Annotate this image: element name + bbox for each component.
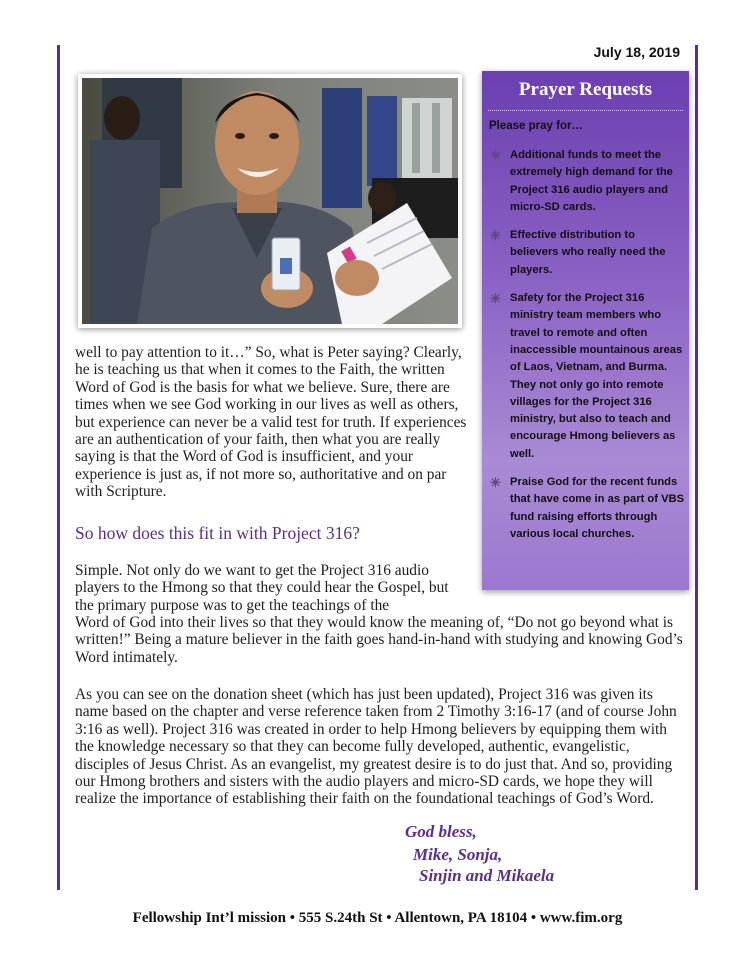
star-bullet-icon: ✳ — [490, 148, 501, 163]
signature-line-1: God bless, — [405, 822, 477, 841]
prayer-item — [489, 290, 685, 463]
body-paragraph-3: As you can see on the donation sheet (which has just been updated), Project 316 was given its name based on the chapter and verse reference taken from 2 Timothy 3:16-17 (and of course John 3:16 as well). Project 316 was created in order to help Hmong believers by equipping them with the knowledge necessary so that they can become fully developed, authentic, evangelistic, disciples of Jesus Christ. As an evangelist, my greatest desire is to do just that. And so, providing our Hmong brothers and sisters with the audio players and micro-SD cards, we hope they will realize the importance of establishing their faith on the foundational teachings of God’s Word. — [75, 686, 677, 808]
prayer-item — [489, 227, 685, 279]
signature-line-3: Sinjin and Mikaela — [419, 866, 555, 885]
star-bullet-icon: ✳ — [490, 228, 501, 244]
prayer-list — [489, 147, 685, 554]
prayer-item-text: Effective distribution to believers who really need the players. — [510, 229, 666, 276]
prayer-requests-title: Prayer Requests — [518, 79, 653, 100]
signature-line-2: Mike, Sonja, — [413, 845, 503, 864]
newsletter-date: July 18, 2019 — [593, 44, 680, 60]
footer-address: Fellowship Int’l mission • 555 S.24th St • Allentown, PA 18104 • www.fim.org — [132, 910, 623, 926]
prayer-title-divider — [488, 110, 683, 111]
prayer-item-text: Safety for the Project 316 ministry team members who travel to remote and often inaccessible mountainous areas of Laos, Vietnam, and Burma. They not only go into remote villages for the Project 316 ministry, but also to teach and encourage Hmong believers as well. — [510, 292, 683, 460]
body-paragraph-1: well to pay attention to it…” So, what is Peter saying? Clearly, he is teaching us that when it comes to the Faith, the written Word of God is the basis for what we believe. Sure, there are times when we see God working in our lives as well as others, but experience can never be a valid test for truth. If experiences are an authentication of your faith, then what you are really saying is that the Word of God is insufficient, and your experience is just as, if not more so, authoritative and on par with Scripture. — [75, 344, 467, 501]
left-margin-rule — [57, 45, 60, 890]
star-bullet-icon: ✳ — [490, 291, 501, 307]
prayer-item-text: Additional funds to meet the extremely high demand for the Project 316 audio players and micro-SD cards. — [510, 149, 673, 213]
section-heading: So how does this fit in with Project 316? — [75, 523, 360, 543]
prayer-item — [489, 147, 685, 216]
prayer-intro: Please pray for… — [489, 120, 583, 132]
prayer-item-text: Praise God for the recent funds that have come in as part of VBS fund raising efforts through various local churches. — [510, 476, 685, 540]
missionary-photo — [78, 74, 462, 328]
smiling-man-photo-image — [82, 78, 458, 324]
prayer-item — [489, 474, 685, 543]
star-bullet-icon: ✳ — [490, 475, 501, 491]
right-margin-rule — [695, 45, 698, 890]
body-paragraph-2-start: Simple. Not only do we want to get the Project 316 audio players to the Hmong so that they could hear the Gospel, but the primary purpose was to get the teachings of the — [75, 562, 449, 614]
prayer-requests-box — [482, 71, 689, 590]
body-paragraph-2-end: Word of God into their lives so that they would know the meaning of, “Do not go beyond what is written!” Being a mature believer in the faith goes hand-in-hand with studying and knowing God’s Word intimately. — [75, 614, 683, 666]
